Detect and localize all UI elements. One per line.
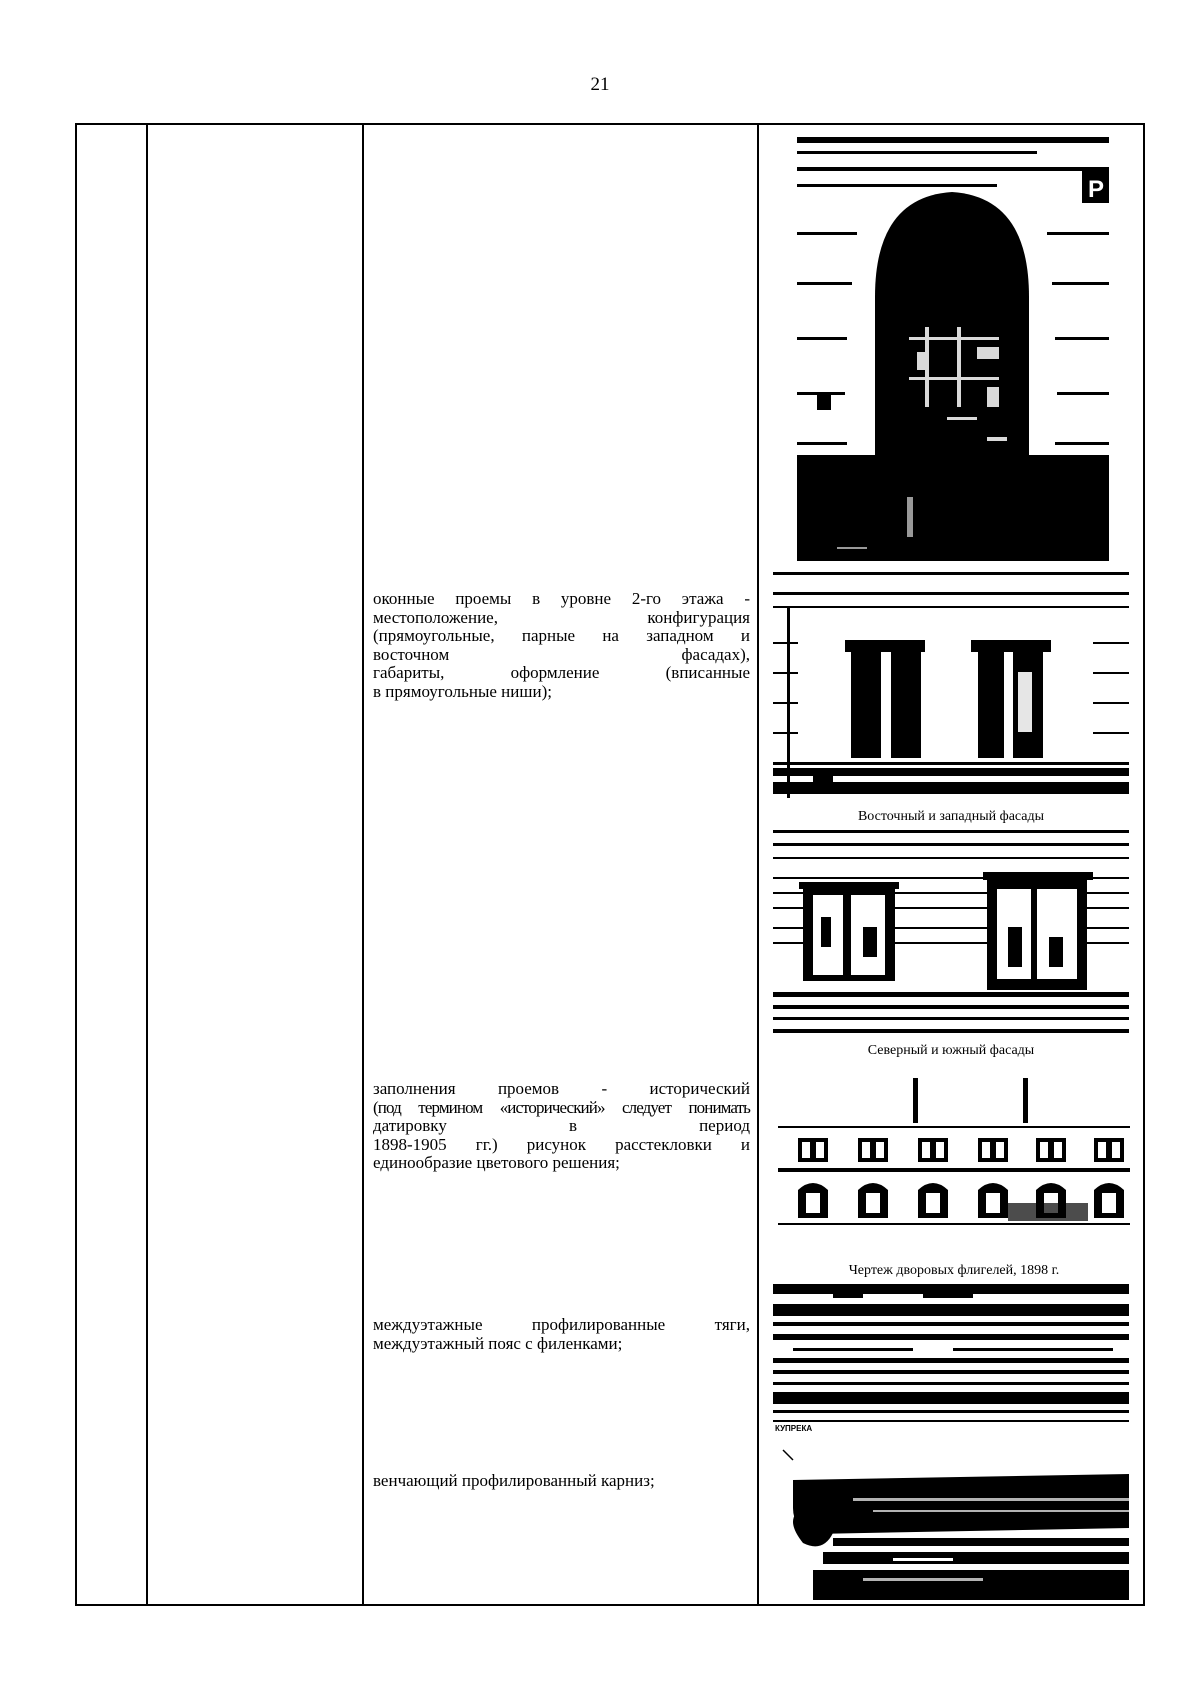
caption-drawing-courtyard-wings: Чертеж дворовых флигелей, 1898 г.	[848, 1263, 1060, 1278]
caption-north-south-facades: Северный и южный фасады	[867, 1043, 1035, 1058]
shop-sign-text: КУПРЕКА	[775, 1424, 813, 1433]
parking-sign-text: P	[1088, 176, 1105, 203]
text-fillings: заполнения проемов - исторический (под термином «исторический» следует понимать датировку в период 1898-1905 гг.) рисунок расстекловки и единообразие цветового решения;	[373, 1079, 750, 1172]
photo-crowning-cornice	[773, 1448, 1129, 1600]
text-cornice: венчающий профилированный карниз;	[373, 1471, 655, 1490]
text-window-openings: оконные проемы в уровне 2-го этажа - местоположение, конфигурация (прямоугольные, парные на западном и восточном фасадах), габариты, оформление (вписанные в прямоугольные ниши);	[373, 589, 750, 701]
table-column-divider-1	[146, 123, 148, 1606]
page-number: 21	[590, 74, 610, 95]
photo-interfloor-belt	[773, 1284, 1129, 1434]
photo-arched-entrance	[797, 137, 1109, 561]
photo-north-south-facades	[773, 827, 1129, 1039]
photo-east-west-facades	[773, 572, 1129, 804]
table-border-right	[1143, 123, 1145, 1606]
text-interfloor: междуэтажные профилированные тяги, междуэтажный пояс с филенками;	[373, 1315, 750, 1353]
caption-east-west-facades: Восточный и западный фасады	[857, 809, 1045, 824]
table-column-divider-3	[757, 123, 759, 1606]
table-top-border	[75, 123, 1145, 125]
table-column-divider-2	[362, 123, 364, 1606]
table-bottom-border	[75, 1604, 1145, 1606]
photo-drawing-courtyard-wings	[778, 1078, 1130, 1258]
table-border-left	[75, 123, 77, 1606]
